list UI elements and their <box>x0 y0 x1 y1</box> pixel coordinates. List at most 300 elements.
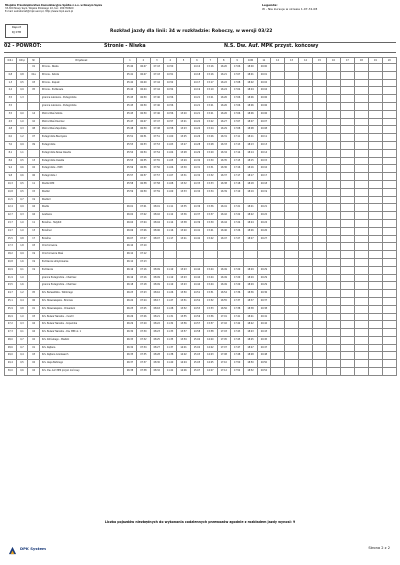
table-cell <box>285 352 299 360</box>
table-cell <box>382 95 396 103</box>
table-cell: 07:46 <box>150 110 163 118</box>
table-cell: 15:29 <box>204 149 217 157</box>
table-cell: 10:50 <box>163 64 176 72</box>
table-cell: 06:25 <box>123 305 136 313</box>
stop-name-cell: Podegrodzie Osiedle <box>39 157 123 165</box>
table-cell <box>285 344 299 352</box>
table-cell: 11:06 <box>163 165 176 173</box>
table-cell: 08:02 <box>150 212 163 220</box>
table-cell: 28,0 <box>5 336 17 344</box>
table-cell <box>382 235 396 243</box>
table-cell <box>285 188 299 196</box>
table-cell <box>326 165 340 173</box>
table-cell: 15:36 <box>204 204 217 212</box>
table-cell: 16:42 <box>217 212 230 220</box>
table-cell: 15,5 <box>5 235 17 243</box>
table-cell <box>271 305 285 313</box>
table-cell: 08:22 <box>150 321 163 329</box>
table-cell <box>285 118 299 126</box>
table-cell <box>285 173 299 181</box>
table-cell: 17:47 <box>230 344 243 352</box>
table-cell <box>177 64 190 72</box>
table-cell: 20:41 <box>257 313 270 321</box>
divider <box>4 52 396 53</box>
table-cell <box>285 126 299 134</box>
table-cell <box>217 258 230 266</box>
table-cell <box>285 95 299 103</box>
table-cell <box>382 352 396 360</box>
table-cell <box>299 313 313 321</box>
table-cell <box>285 243 299 251</box>
table-cell <box>368 79 382 87</box>
table-cell: 20:08 <box>257 126 270 134</box>
table-cell <box>313 360 327 368</box>
table-cell <box>326 173 340 181</box>
table-cell: 16:21 <box>217 71 230 79</box>
table-cell: 15:03 <box>190 352 203 360</box>
table-cell <box>326 297 340 305</box>
table-cell: 05:41 <box>123 71 136 79</box>
table-cell: 14,7 <box>5 227 17 235</box>
table-cell: 3,5 <box>5 95 17 103</box>
table-cell: 20:17 <box>257 173 270 181</box>
stop-name-cell: N.S. Rejtana Gradaseich <box>39 352 123 360</box>
table-cell <box>313 282 327 290</box>
table-cell <box>354 329 368 337</box>
table-cell <box>271 173 285 181</box>
table-cell: 17:16 <box>230 165 243 173</box>
column-header: 2 <box>137 58 150 64</box>
table-cell: 11:32 <box>163 321 176 329</box>
table-cell: 12,4 <box>5 204 17 212</box>
table-cell: 14:37 <box>190 212 203 220</box>
table-cell: 06:58 <box>137 180 150 188</box>
table-cell: 15:34 <box>204 188 217 196</box>
table-row <box>5 79 397 87</box>
table-cell: 05:45 <box>123 110 136 118</box>
table-cell <box>326 212 340 220</box>
table-cell: 07:13 <box>137 258 150 266</box>
table-cell <box>257 258 270 266</box>
table-cell: 20:07 <box>257 118 270 126</box>
table-cell: 15:51 <box>204 290 217 298</box>
table-cell: 1,0 <box>16 313 28 321</box>
stop-name-cell: N.S. Stawowiejska - Bronisia <box>39 297 123 305</box>
table-cell: 15:44 <box>204 282 217 290</box>
table-cell: 10:56 <box>163 110 176 118</box>
table-cell <box>313 212 327 220</box>
column-header: 4 <box>163 58 176 64</box>
table-cell <box>313 290 327 298</box>
table-cell: 18:08 <box>244 126 257 134</box>
table-cell: 14:19 <box>190 87 203 95</box>
table-cell <box>285 321 299 329</box>
table-cell <box>354 87 368 95</box>
table-cell: 1,0 <box>16 227 28 235</box>
table-cell: 08:23 <box>150 329 163 337</box>
table-cell: 20:15 <box>257 157 270 165</box>
table-cell: 16:33 <box>217 141 230 149</box>
table-cell <box>285 102 299 110</box>
table-cell <box>271 329 285 337</box>
table-cell <box>340 360 354 368</box>
table-cell <box>299 282 313 290</box>
table-cell: 14:06 <box>177 368 190 376</box>
table-cell <box>299 157 313 165</box>
table-cell: 06:55 <box>137 157 150 165</box>
table-cell: 18:26 <box>244 227 257 235</box>
table-cell: 18:07 <box>244 118 257 126</box>
column-header: 6 <box>190 58 203 64</box>
table-cell: 18:47 <box>244 344 257 352</box>
table-cell <box>340 118 354 126</box>
table-cell <box>299 352 313 360</box>
table-row <box>5 118 397 126</box>
table-cell <box>368 173 382 181</box>
table-cell: 11:05 <box>163 157 176 165</box>
table-cell: 1,3 <box>16 95 28 103</box>
table-cell: 20:26 <box>257 227 270 235</box>
table-cell: 18:29 <box>244 274 257 282</box>
table-cell <box>354 219 368 227</box>
table-cell <box>285 274 299 282</box>
table-cell: 07:23 <box>137 290 150 298</box>
table-cell: 17:36 <box>230 290 243 298</box>
table-cell <box>354 126 368 134</box>
table-cell: 11:31 <box>163 313 176 321</box>
table-cell <box>382 313 396 321</box>
table-cell <box>326 290 340 298</box>
table-cell: 19 <box>28 258 40 266</box>
table-cell: 02 <box>28 336 40 344</box>
table-cell: 20:16 <box>257 165 270 173</box>
table-cell: 09 <box>28 141 40 149</box>
stop-name-cell: Podegrodzie Nowe Osiedle <box>39 149 123 157</box>
table-cell: 18:00 <box>244 64 257 72</box>
table-cell <box>230 251 243 259</box>
table-cell: 17:06 <box>230 110 243 118</box>
table-cell <box>382 118 396 126</box>
table-cell <box>299 188 313 196</box>
table-cell: 18:38 <box>244 305 257 313</box>
table-cell: 1,1 <box>16 149 28 157</box>
table-cell: 11:40 <box>163 360 176 368</box>
page-number: Strona 2 z 2 <box>368 546 390 550</box>
table-cell: 05:57 <box>123 173 136 181</box>
table-cell: 14:30 <box>190 157 203 165</box>
table-cell: 11:16 <box>163 227 176 235</box>
table-cell: 16:37 <box>217 173 230 181</box>
table-cell: 16:49 <box>217 274 230 282</box>
table-cell: 17:19 <box>230 188 243 196</box>
table-row <box>5 321 397 329</box>
table-cell: 07:26 <box>137 313 150 321</box>
table-cell: 14:26 <box>190 134 203 142</box>
table-cell: 06:37 <box>123 360 136 368</box>
table-cell: 15:16 <box>204 71 217 79</box>
table-cell: 20:13 <box>257 141 270 149</box>
table-cell: 14:57 <box>190 321 203 329</box>
stop-name-cell: Brzeźna - Halytkit <box>39 219 123 227</box>
column-header: 17 <box>340 58 354 64</box>
table-cell <box>382 180 396 188</box>
table-cell: 23,5 <box>5 282 17 290</box>
table-cell <box>382 110 396 118</box>
table-cell: 06:04 <box>123 219 136 227</box>
table-cell: 10:54 <box>163 87 176 95</box>
table-cell <box>354 64 368 72</box>
table-row <box>5 196 397 204</box>
table-cell: 16:05 <box>204 360 217 368</box>
table-cell <box>299 173 313 181</box>
table-cell: 13:43 <box>177 266 190 274</box>
table-cell <box>382 188 396 196</box>
table-cell <box>285 71 299 79</box>
table-cell: 06:47 <box>137 118 150 126</box>
table-cell: 17:08 <box>230 79 243 87</box>
stop-name-cell: N.S. Dw. Auf. MPK przyst. końcowy <box>39 368 123 376</box>
table-cell <box>382 102 396 110</box>
table-cell <box>271 110 285 118</box>
table-cell: 14:22 <box>190 118 203 126</box>
table-cell <box>271 79 285 87</box>
table-cell: 17:18 <box>230 180 243 188</box>
table-cell <box>150 243 163 251</box>
table-cell <box>382 360 396 368</box>
table-cell <box>368 110 382 118</box>
table-row <box>5 368 397 376</box>
table-cell <box>271 251 285 259</box>
table-row <box>5 64 397 72</box>
table-cell: 13:50 <box>177 290 190 298</box>
table-cell: 9,8 <box>5 173 17 181</box>
table-cell <box>340 126 354 134</box>
stop-name-cell: Stronie - Szkoła <box>39 71 123 79</box>
table-cell <box>271 165 285 173</box>
table-cell <box>340 157 354 165</box>
stop-name-cell: Podegrodzie Bieczyska <box>39 134 123 142</box>
table-row <box>5 212 397 220</box>
table-cell <box>271 313 285 321</box>
table-cell <box>382 290 396 298</box>
stop-name-cell: Stronie - Podlisowie <box>39 87 123 95</box>
table-cell <box>368 149 382 157</box>
table-cell: 08:30 <box>150 360 163 368</box>
table-cell: 14:51 <box>190 290 203 298</box>
table-cell: 14:10 <box>190 64 203 72</box>
table-cell: 0,3 <box>16 212 28 220</box>
table-cell <box>382 173 396 181</box>
table-cell <box>340 134 354 142</box>
table-row <box>5 344 397 352</box>
table-cell <box>28 282 40 290</box>
table-cell <box>340 95 354 103</box>
table-cell <box>340 258 354 266</box>
table-cell <box>382 71 396 79</box>
table-cell <box>326 235 340 243</box>
table-cell <box>299 258 313 266</box>
table-row <box>5 329 397 337</box>
table-cell <box>354 368 368 376</box>
table-cell <box>313 219 327 227</box>
table-cell: 13:21 <box>177 118 190 126</box>
table-cell: 07:38 <box>137 368 150 376</box>
table-cell <box>177 102 190 110</box>
table-cell: 13:20 <box>177 110 190 118</box>
table-cell: 10:57 <box>163 118 176 126</box>
table-cell: 07:56 <box>150 165 163 173</box>
table-cell <box>177 258 190 266</box>
stop-name-cell: N.S. Bulwar Narwiku - Kopernika <box>39 321 123 329</box>
table-cell <box>354 118 368 126</box>
table-cell: 17:29 <box>230 282 243 290</box>
table-cell <box>299 336 313 344</box>
table-cell <box>313 110 327 118</box>
table-cell <box>368 180 382 188</box>
table-cell: 18:41 <box>244 313 257 321</box>
stop-name-cell: granica Podegrodzie - Chełmiec <box>39 274 123 282</box>
table-cell: 20:27 <box>257 235 270 243</box>
table-cell: 20:38 <box>257 305 270 313</box>
table-cell: 15:44 <box>204 274 217 282</box>
table-cell: 14 <box>28 110 40 118</box>
table-cell <box>326 71 340 79</box>
report-label: Raport <box>11 25 22 29</box>
table-cell <box>382 329 396 337</box>
table-cell <box>368 188 382 196</box>
table-cell <box>299 243 313 251</box>
table-cell: 08 <box>28 126 40 134</box>
table-cell: 11,5 <box>5 196 17 204</box>
table-cell: 16:54 <box>217 290 230 298</box>
table-cell: 20:06 <box>257 95 270 103</box>
table-cell <box>326 305 340 313</box>
table-cell: 05:40 <box>123 64 136 72</box>
table-cell: 20:14 <box>257 149 270 157</box>
table-cell: 20:04 <box>257 87 270 95</box>
table-cell: 17:43 <box>230 329 243 337</box>
table-cell <box>313 329 327 337</box>
table-cell <box>313 118 327 126</box>
table-cell <box>340 243 354 251</box>
table-cell: 18:18 <box>244 180 257 188</box>
table-cell: 17:29 <box>230 274 243 282</box>
table-cell <box>217 243 230 251</box>
table-cell: 0,3 <box>16 321 28 329</box>
table-cell: 13 <box>28 157 40 165</box>
table-cell: 16:07 <box>204 368 217 376</box>
table-cell <box>271 368 285 376</box>
column-header: 12 <box>271 58 285 64</box>
stop-name-cell: Stadła I <box>39 188 123 196</box>
table-cell <box>244 258 257 266</box>
table-cell <box>230 243 243 251</box>
table-cell <box>368 141 382 149</box>
table-cell: 13:59 <box>177 336 190 344</box>
table-cell: 4,8 <box>5 126 17 134</box>
table-cell <box>340 290 354 298</box>
table-cell <box>299 134 313 142</box>
table-cell: 01a <box>28 71 40 79</box>
table-cell <box>368 71 382 79</box>
table-cell: 06:33 <box>123 336 136 344</box>
table-cell: 17:50 <box>230 360 243 368</box>
table-cell <box>299 212 313 220</box>
table-cell: 0,3 <box>16 126 28 134</box>
table-cell: 07:04 <box>137 219 150 227</box>
table-cell <box>354 180 368 188</box>
table-cell: 1,0 <box>16 118 28 126</box>
table-cell <box>368 321 382 329</box>
table-cell: 18:42 <box>244 321 257 329</box>
table-cell <box>326 64 340 72</box>
table-cell: 06:30 <box>123 329 136 337</box>
table-cell <box>368 329 382 337</box>
table-cell: 04 <box>28 329 40 337</box>
table-cell: 13:29 <box>177 157 190 165</box>
stop-name-cell: N.S. Aleja Batorego <box>39 360 123 368</box>
table-cell: 6,0 <box>5 134 17 142</box>
table-cell <box>340 274 354 282</box>
table-cell: 14:33 <box>190 180 203 188</box>
column-header: 9 <box>230 58 243 64</box>
table-cell: 13:57 <box>177 329 190 337</box>
table-cell <box>382 204 396 212</box>
table-cell <box>285 305 299 313</box>
table-cell: 16:20 <box>217 64 230 72</box>
table-cell: 05:45 <box>123 95 136 103</box>
table-cell <box>271 212 285 220</box>
table-cell: 08:09 <box>150 282 163 290</box>
table-cell <box>326 336 340 344</box>
table-cell <box>326 266 340 274</box>
table-cell <box>326 95 340 103</box>
table-cell <box>285 258 299 266</box>
table-cell: 17:12 <box>217 368 230 376</box>
table-cell: 13:41 <box>177 235 190 243</box>
table-cell: 18:29 <box>244 282 257 290</box>
table-cell: 17:06 <box>230 95 243 103</box>
table-cell <box>326 251 340 259</box>
table-cell <box>285 313 299 321</box>
table-cell: 0,4 <box>16 352 28 360</box>
table-cell: 16:49 <box>217 282 230 290</box>
table-cell: 07:29 <box>137 321 150 329</box>
table-row <box>5 305 397 313</box>
table-cell: 08:16 <box>150 290 163 298</box>
table-cell: 07:46 <box>150 95 163 103</box>
table-cell: 14:21 <box>190 102 203 110</box>
table-cell <box>340 165 354 173</box>
table-cell: 15:28 <box>204 141 217 149</box>
table-cell: 2,2 <box>5 87 17 95</box>
table-row <box>5 149 397 157</box>
table-cell: 1,0 <box>16 274 28 282</box>
table-cell: 13:31 <box>177 173 190 181</box>
table-cell: 18:29 <box>244 266 257 274</box>
table-cell: 05 <box>28 290 40 298</box>
table-row <box>5 71 397 79</box>
table-cell <box>299 79 313 87</box>
table-cell <box>354 212 368 220</box>
table-cell <box>299 196 313 204</box>
table-cell: 06:51 <box>137 134 150 142</box>
table-cell <box>340 102 354 110</box>
table-cell <box>354 71 368 79</box>
table-row <box>5 258 397 266</box>
table-cell: 17:01 <box>217 313 230 321</box>
table-cell: 13:52 <box>177 305 190 313</box>
